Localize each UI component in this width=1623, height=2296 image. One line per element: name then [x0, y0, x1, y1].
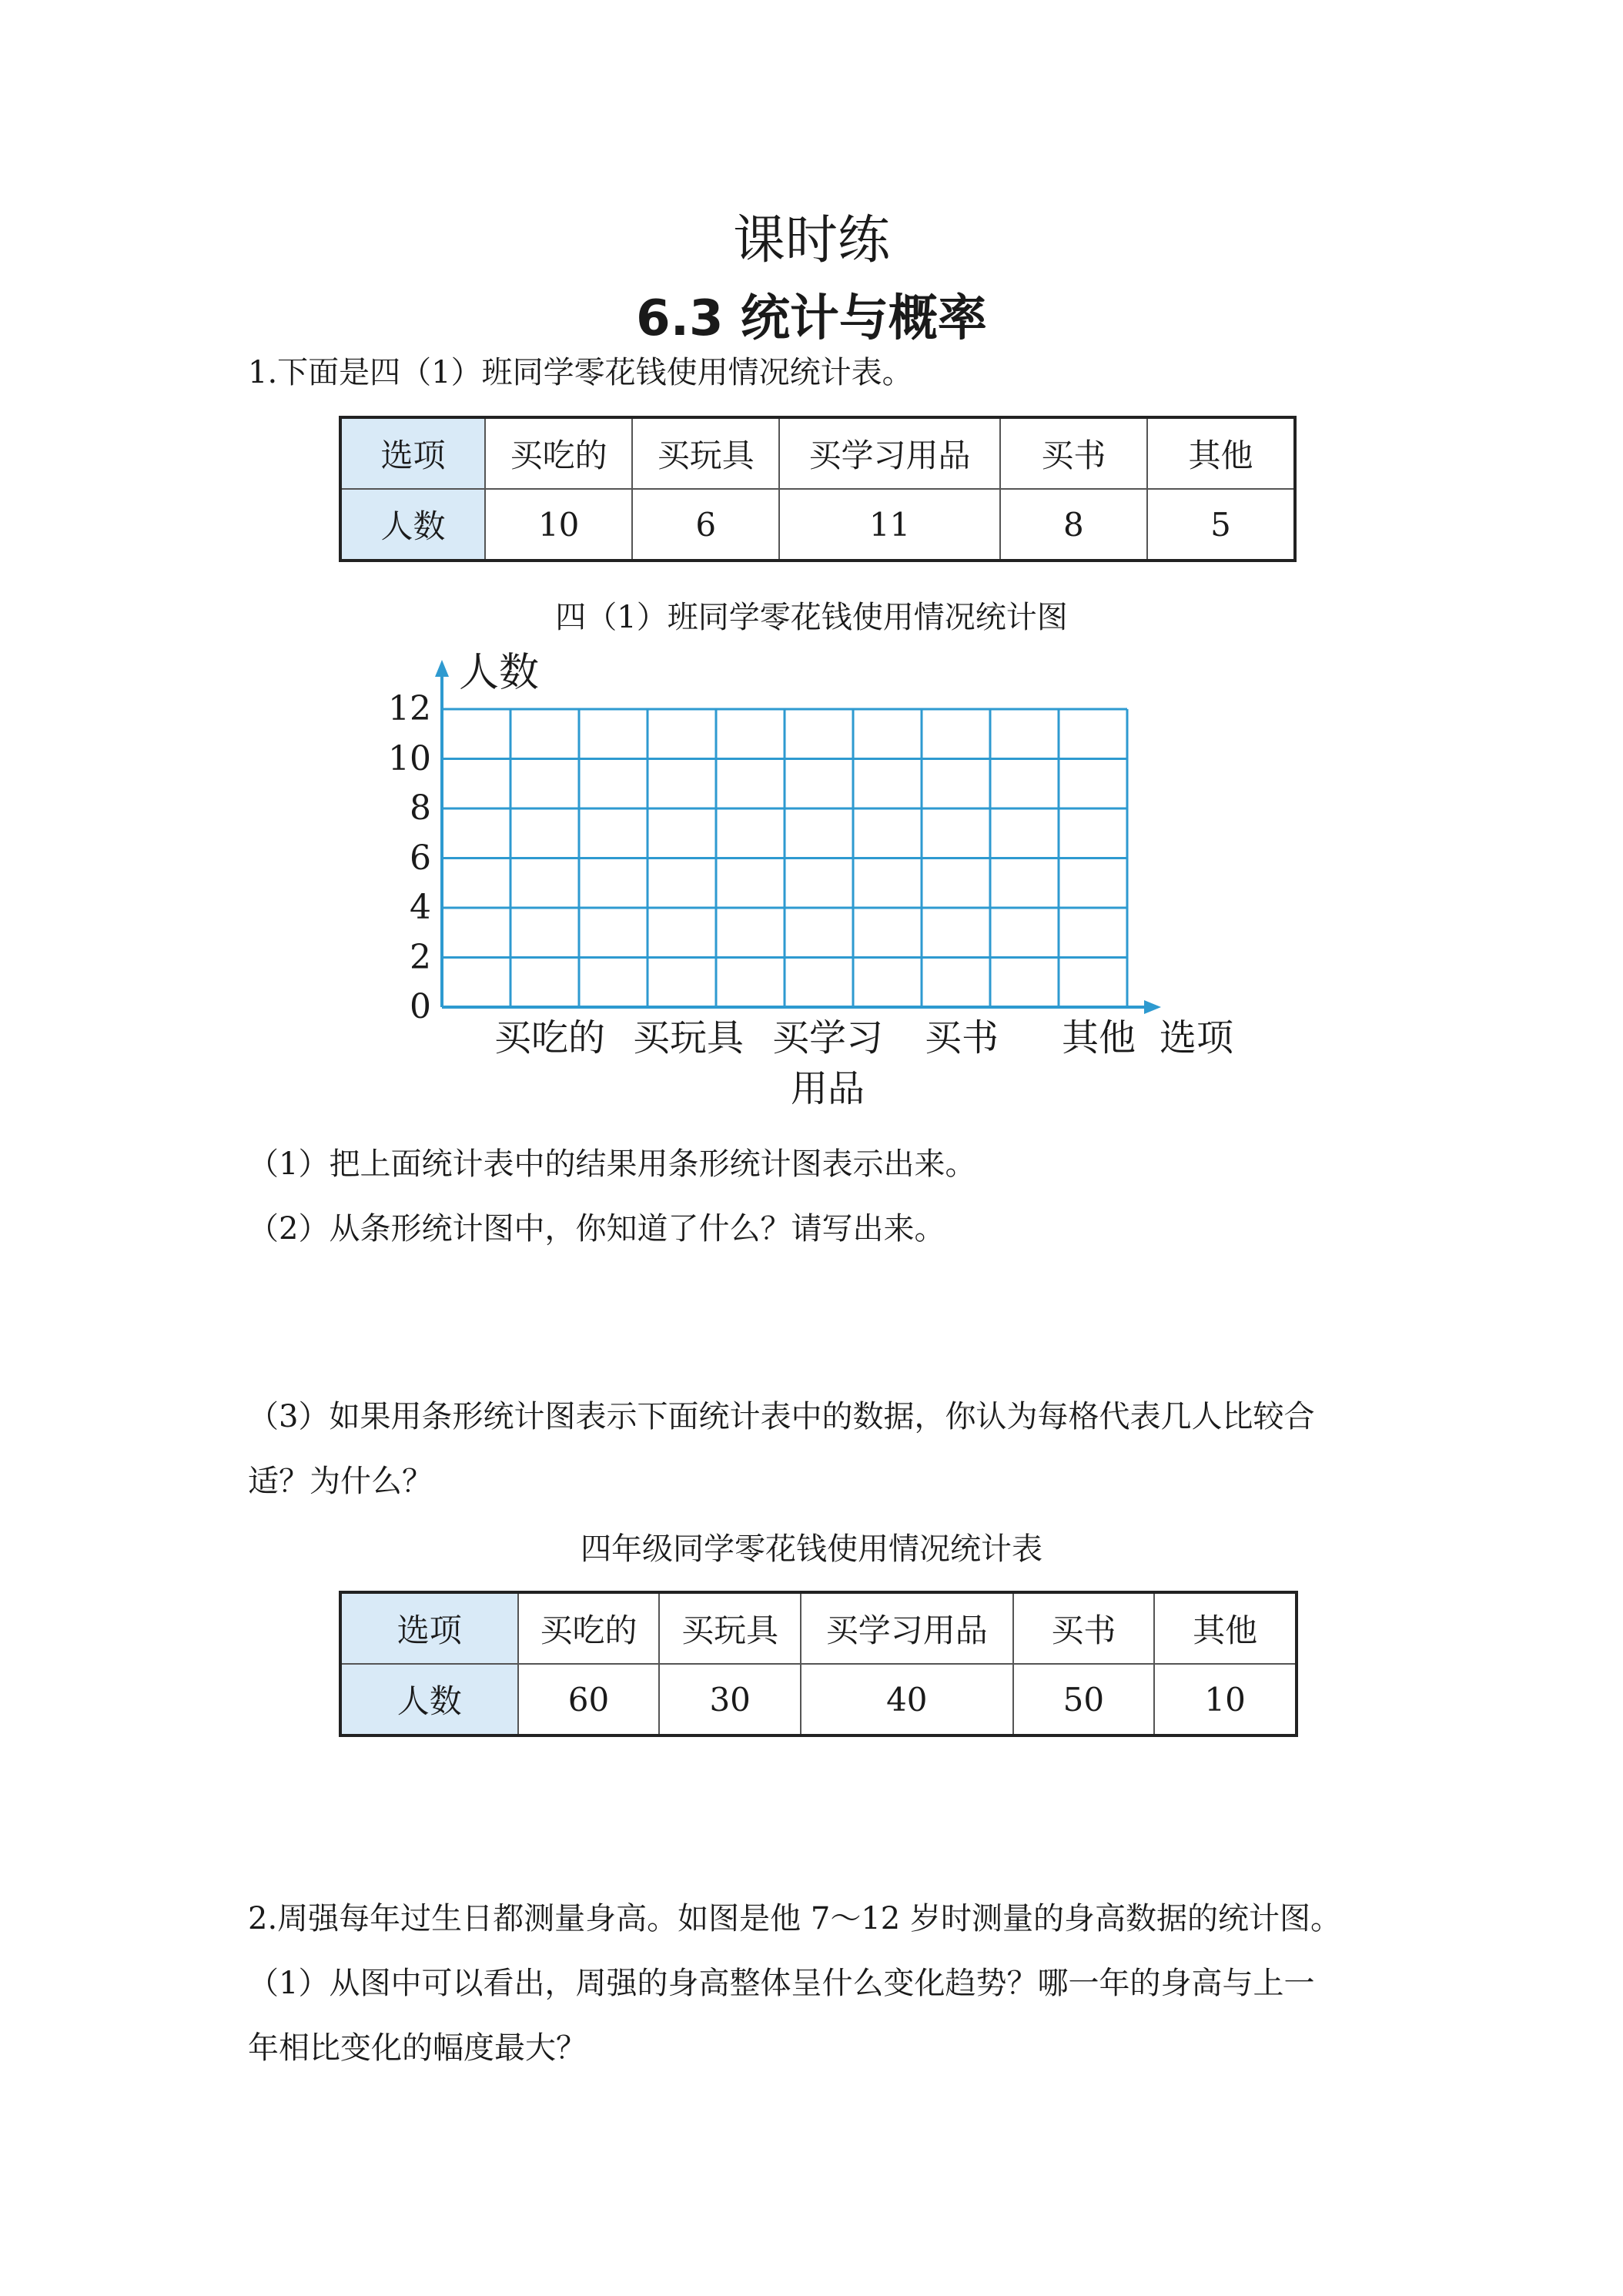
table-cell: 其他	[1147, 417, 1295, 489]
chart-caption: 四（1）班同学零花钱使用情况统计图	[555, 600, 1068, 635]
question-1-part-2: （2）从条形统计图中，你知道了什么？请写出来。	[248, 1211, 945, 1247]
x-tick-label: 买吃的	[494, 1016, 605, 1059]
table-cell: 6	[632, 489, 779, 561]
table-cell: 买书	[1000, 417, 1147, 489]
table-cell: 买玩具	[659, 1592, 801, 1664]
table-cell: 买吃的	[518, 1592, 660, 1664]
stat-table-1	[339, 416, 1297, 562]
y-tick-label: 12	[388, 689, 431, 728]
table-row	[340, 1592, 1297, 1664]
x-tick-label: 其他	[1061, 1016, 1136, 1059]
table-row	[340, 1664, 1297, 1735]
table-cell: 人数	[340, 1664, 518, 1735]
table-cell: 买书	[1013, 1592, 1155, 1664]
y-tick-label: 0	[410, 987, 431, 1026]
page-subtitle: 6.3 统计与概率	[636, 290, 987, 347]
y-tick-label: 8	[410, 788, 431, 828]
y-tick-label: 4	[410, 888, 431, 927]
y-axis-label: 人数	[459, 650, 540, 696]
page-title: 课时练	[732, 210, 890, 271]
question-2-intro: 2.周强每年过生日都测量身高。如图是他 7～12 岁时测量的身高数据的统计图。	[248, 1901, 1341, 1936]
y-tick-label: 2	[410, 937, 431, 977]
x-tick-label: 买玩具	[632, 1016, 744, 1059]
table-cell: 5	[1147, 489, 1295, 561]
y-tick-label: 6	[410, 838, 431, 878]
table-cell: 40	[801, 1664, 1013, 1735]
table-cell: 11	[779, 489, 1000, 561]
table-cell: 人数	[340, 489, 485, 561]
question-1-part-1: （1）把上面统计表中的结果用条形统计图表示出来。	[248, 1146, 976, 1182]
table-cell: 10	[1154, 1664, 1297, 1735]
table-cell: 买吃的	[485, 417, 632, 489]
table-2-caption: 四年级同学零花钱使用情况统计表	[581, 1531, 1042, 1567]
x-axis-arrow	[1144, 1000, 1161, 1014]
table-cell: 50	[1013, 1664, 1155, 1735]
table-cell: 买玩具	[632, 417, 779, 489]
table-cell: 30	[659, 1664, 801, 1735]
table-row	[340, 417, 1295, 489]
x-tick-label: 买书	[924, 1016, 999, 1059]
question-1-intro: 1.下面是四（1）班同学零花钱使用情况统计表。	[248, 355, 913, 390]
table-cell: 买学习用品	[801, 1592, 1013, 1664]
stat-table-2	[339, 1591, 1298, 1737]
x-tick-label: 买学习	[771, 1016, 883, 1059]
question-1-part-3-cont: 适？为什么？	[248, 1464, 433, 1499]
table-row	[340, 489, 1295, 561]
table-cell: 10	[485, 489, 632, 561]
table-cell: 买学习用品	[779, 417, 1000, 489]
y-tick-label: 10	[388, 738, 431, 778]
question-1-part-3: （3）如果用条形统计图表示下面统计表中的数据，你认为每格代表几人比较合	[248, 1399, 1315, 1434]
table-cell: 其他	[1154, 1592, 1297, 1664]
table-cell: 选项	[340, 1592, 518, 1664]
x-tick-label: 用品	[790, 1067, 865, 1110]
question-2-part-1-cont: 年相比变化的幅度最大？	[248, 2030, 587, 2066]
question-2-part-1: （1）从图中可以看出，周强的身高整体呈什么变化趋势？哪一年的身高与上一	[248, 1966, 1315, 2001]
x-axis-label: 选项	[1159, 1016, 1233, 1059]
y-axis-arrow	[435, 660, 449, 677]
table-cell: 8	[1000, 489, 1147, 561]
table-cell: 60	[518, 1664, 660, 1735]
table-cell: 选项	[340, 417, 485, 489]
